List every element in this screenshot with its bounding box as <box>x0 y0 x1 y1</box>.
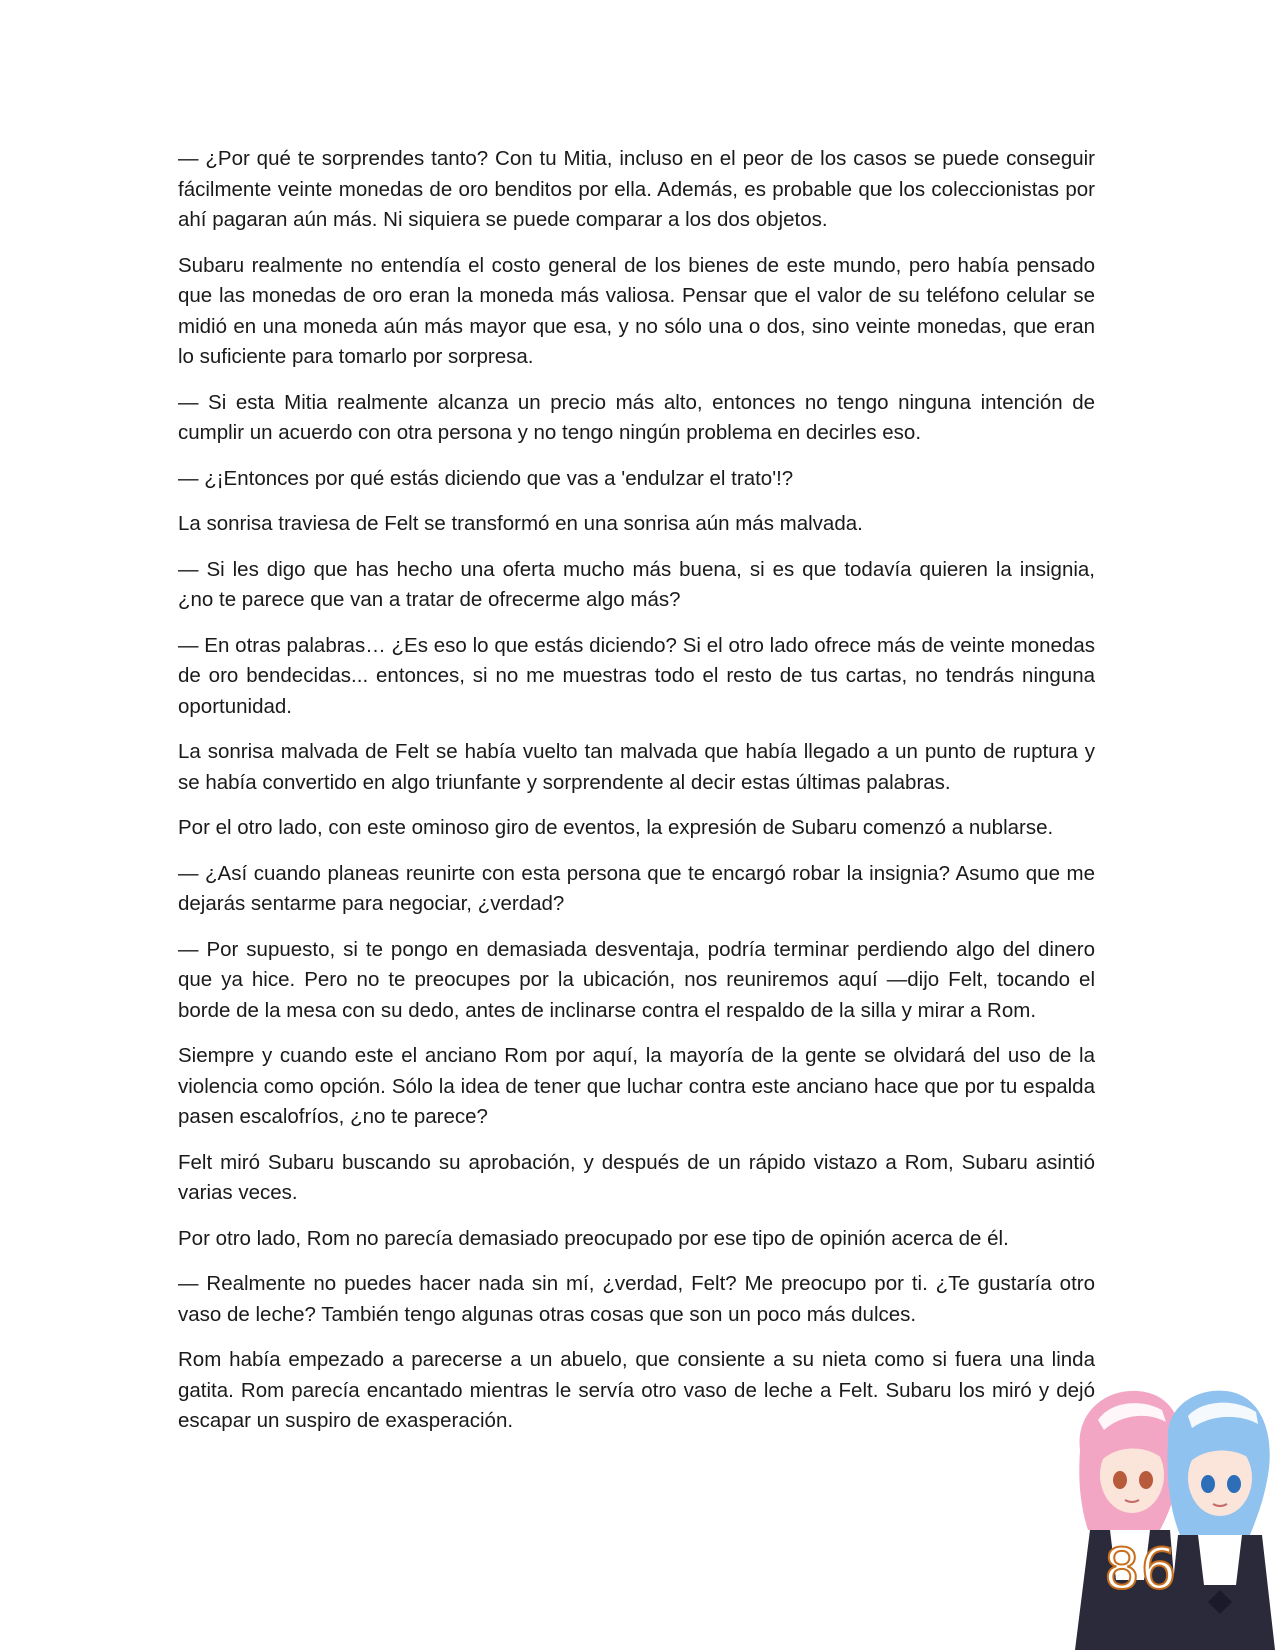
paragraph: Siempre y cuando este el anciano Rom por aquí, la mayoría de la gente se olvidará del uso de la violencia como opción. Sólo la idea de tener que luchar contra este anciano hace que por tu espalda pasen escalofríos, ¿no te parece? <box>178 1044 1095 1128</box>
paragraph: — Si les digo que has hecho una oferta mucho más buena, si es que todavía quieren la insignia, ¿no te parece que van a tratar de ofrecerme algo más? <box>178 557 1095 611</box>
paragraph: — Si esta Mitia realmente alcanza un precio más alto, entonces no tengo ninguna intención de cumplir un acuerdo con otra persona y no tengo ningún problema en decirles eso. <box>178 390 1095 444</box>
pink-hair-girl-figure <box>1075 1391 1183 1650</box>
paragraph: — Realmente no puedes hacer nada sin mí, ¿verdad, Felt? Me preocupo por ti. ¿Te gustaría otro vaso de leche? También tengo algunas otras cosas que son un poco más dulces. <box>178 1272 1095 1326</box>
paragraph: Felt miró Subaru buscando su aprobación, y después de un rápido vistazo a Rom, Subaru asintió varias veces. <box>178 1150 1095 1204</box>
paragraph: — Por supuesto, si te pongo en demasiada desventaja, podría terminar perdiendo algo del dinero que ya hice. Pero no te preocupes por la ubicación, nos reuniremos aquí —dijo Felt, tocando el borde de la mesa con su dedo, antes de inclinarse contra el respaldo de la silla y mirar a Rom. <box>178 937 1095 1022</box>
paragraph: Subaru realmente no entendía el costo general de los bienes de este mundo, pero había pensado que las monedas de oro eran la moneda más valiosa. Pensar que el valor de su teléfono celular se midió en una moneda aún más mayor que esa, y no sólo una o dos, sino veinte monedas, que eran lo suficiente para tomarlo por sorpresa. <box>178 253 1095 368</box>
paragraph: — ¿¡Entonces por qué estás diciendo que vas a 'endulzar el trato'!? <box>178 466 794 490</box>
paragraph: — ¿Así cuando planeas reunirte con esta persona que te encargó robar la insignia? Asumo que me dejarás sentarme para negociar, ¿verdad? <box>178 861 1095 915</box>
paragraph: La sonrisa malvada de Felt se había vuelto tan malvada que había llegado a un punto de ruptura y se había convertido en algo triunfante y sorprendente al decir estas últimas palabras. <box>178 740 1095 794</box>
body-text <box>178 144 1095 1452</box>
paragraph: Rom había empezado a parecerse a un abuelo, que consiente a su nieta como si fuera una linda gatita. Rom parecía encantado mientras le servía otro vaso de leche a Felt. Subaru los miró y dejó escapar un suspiro de exasperación. <box>178 1348 1095 1432</box>
paragraph: Por otro lado, Rom no parecía demasiado preocupado por ese tipo de opinión acerca de él. <box>178 1226 1009 1250</box>
paragraph: — ¿Por qué te sorprendes tanto? Con tu Mitia, incluso en el peor de los casos se puede conseguir fácilmente veinte monedas de oro benditos por ella. Además, es probable que los coleccionistas por ahí pagaran aún más. Ni siquiera se puede comparar a los dos objetos. <box>178 147 1095 231</box>
paragraph: — En otras palabras… ¿Es eso lo que estás diciendo? Si el otro lado ofrece más de veinte monedas de oro bendecidas... entonces, si no me muestras todo el resto de tus cartas, no tendrás ninguna oportunidad. <box>178 633 1095 718</box>
blue-hair-girl-figure <box>1166 1391 1275 1650</box>
anime-twins-illustration <box>1070 1380 1275 1650</box>
paragraph: La sonrisa traviesa de Felt se transformó en una sonrisa aún más malvada. <box>178 512 863 535</box>
page-number: 86 <box>1104 1537 1178 1602</box>
paragraph: Por el otro lado, con este ominoso giro de eventos, la expresión de Subaru comenzó a nublarse. <box>178 816 1054 839</box>
